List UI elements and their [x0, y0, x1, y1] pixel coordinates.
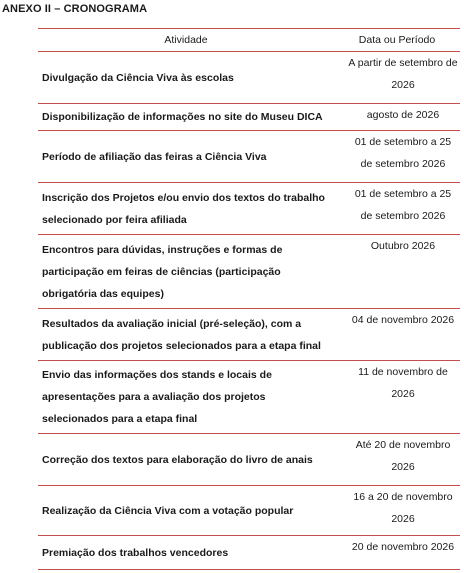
schedule-table: [38, 28, 460, 570]
activity-cell: Realização da Ciência Viva com a votação popular: [38, 486, 334, 536]
table-header-row: [38, 29, 460, 52]
table-row: [38, 536, 460, 570]
table-row: [38, 309, 460, 361]
date-cell: A partir de setembro de 2026: [334, 52, 460, 104]
header-activity: Atividade: [38, 29, 334, 52]
table-row: [38, 52, 460, 104]
activity-cell: Disponibilização de informações no site do Museu DICA: [38, 104, 334, 131]
date-cell: Outubro 2026: [334, 235, 460, 309]
date-cell: 01 de setembro a 25 de setembro 2026: [334, 131, 460, 183]
table-row: [38, 235, 460, 309]
table-row: [38, 131, 460, 183]
table-row: [38, 104, 460, 131]
date-cell: agosto de 2026: [334, 104, 460, 131]
date-cell: Até 20 de novembro 2026: [334, 434, 460, 486]
activity-cell: Envio das informações dos stands e locais de apresentações para a avaliação dos projetos selecionados para a etapa final: [38, 361, 334, 434]
table-row: [38, 486, 460, 536]
activity-cell: Encontros para dúvidas, instruções e formas de participação em feiras de ciências (participação obrigatória das equipes): [38, 235, 334, 309]
date-cell: 11 de novembro de 2026: [334, 361, 460, 434]
activity-cell: Período de afiliação das feiras a Ciência Viva: [38, 131, 334, 183]
activity-cell: Divulgação da Ciência Viva às escolas: [38, 52, 334, 104]
header-date: Data ou Período: [334, 29, 460, 52]
activity-cell: Correção dos textos para elaboração do livro de anais: [38, 434, 334, 486]
date-cell: 20 de novembro 2026: [334, 536, 460, 570]
date-cell: 01 de setembro a 25 de setembro 2026: [334, 183, 460, 235]
page-title: ANEXO II – CRONOGRAMA: [2, 3, 148, 15]
table-row: [38, 434, 460, 486]
date-cell: 16 a 20 de novembro 2026: [334, 486, 460, 536]
activity-cell: Inscrição dos Projetos e/ou envio dos textos do trabalho selecionado por feira afiliada: [38, 183, 334, 235]
date-cell: 04 de novembro 2026: [334, 309, 460, 361]
table-row: [38, 183, 460, 235]
table-row: [38, 361, 460, 434]
activity-cell: Premiação dos trabalhos vencedores: [38, 536, 334, 570]
activity-cell: Resultados da avaliação inicial (pré-seleção), com a publicação dos projetos selecionados para a etapa final: [38, 309, 334, 361]
